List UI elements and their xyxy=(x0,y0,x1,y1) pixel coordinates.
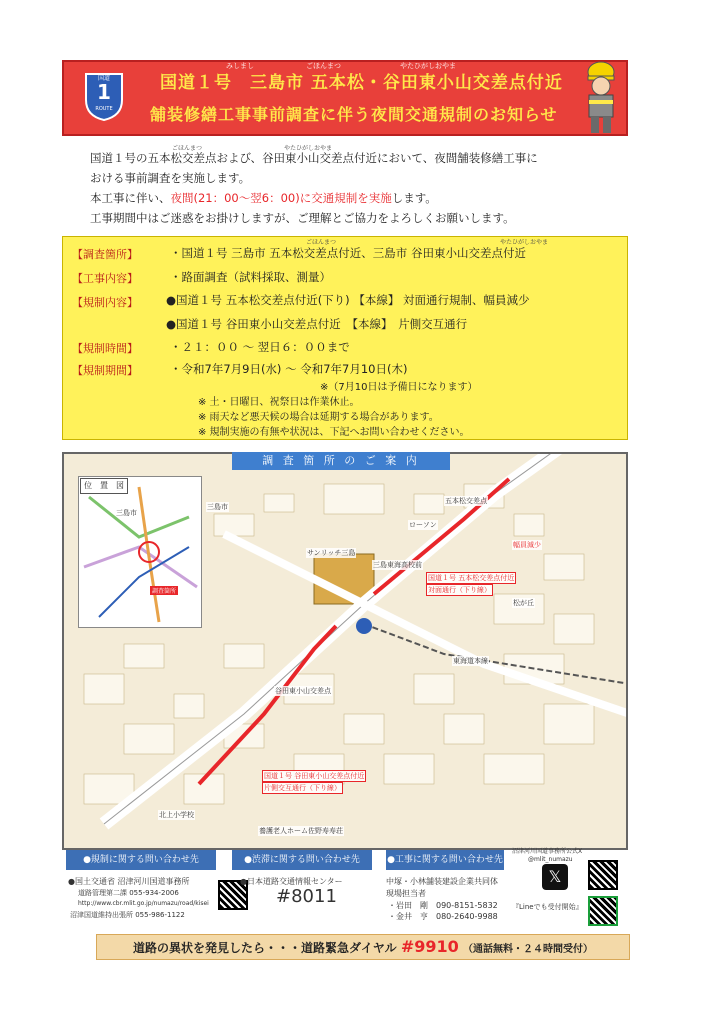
emergency-post: （通話無料・２４時間受付） xyxy=(462,944,593,955)
map-label-sunlitch: サンリッチ三島 xyxy=(307,549,356,557)
map-label-gohonmatsu: 五本松交差点 xyxy=(445,497,487,505)
contact-bar-regulation: ●規制に関する問い合わせ先 xyxy=(66,850,216,870)
map-heading: 調 査 箇 所 の ご 案 内 xyxy=(232,452,450,470)
intro-line1: 国道１号の五本松交差点および、谷田東小山交差点付近において、夜間舗装修繕工事に xyxy=(90,151,538,165)
emergency-dial[interactable]: #9910 xyxy=(400,937,459,956)
period-label: 【規制期間】 xyxy=(72,364,138,377)
route-bottom-label: ROUTE xyxy=(95,106,113,112)
intro-ruby-gohonmatsu: ごほんまつ xyxy=(172,145,203,152)
time-label: 【規制時間】 xyxy=(72,342,138,355)
contact3-person2: ・金井 亨 080-2640-9988 xyxy=(388,912,498,921)
title-line1: 国道１号 三島市 五本松・谷田東小山交差点付近 xyxy=(160,73,563,93)
reg-value2: ●国道１号 谷田東小山交差点付近 【本線】 片側交互通行 xyxy=(166,317,468,331)
time-value: ・２１：００ 〜 翌日６：００まで xyxy=(170,340,350,354)
route-top-label: 国道 xyxy=(97,75,110,82)
map-label-matsugaoka: 松が丘 xyxy=(513,599,534,607)
survey-label: 【調査箇所】 xyxy=(72,248,138,261)
map-label-higashi-school: 三島東海高校前 xyxy=(373,561,422,569)
title-line2: 舗装修繕工事事前調査に伴う夜間交通規制のお知らせ xyxy=(150,105,558,124)
intro-line4: 工事期間中はご迷惑をお掛けしますが、ご理解とご協力をよろしくお願いします。 xyxy=(90,211,515,225)
contact1-name: ●国土交通省 沼津河川国道事務所 xyxy=(68,877,190,886)
intro-line3-pre: 本工事に伴い、 xyxy=(90,191,171,205)
inset-city: 三島市 xyxy=(116,509,137,517)
work-value: ・路面調査（試料採取、測量） xyxy=(170,270,331,284)
intro-line3-post: します。 xyxy=(391,191,437,205)
contact2-name: ●日本道路交通情報センター xyxy=(240,877,343,886)
map-label-lawson: ローソン xyxy=(409,521,437,529)
map-label-koyama: 谷田東小山交差点 xyxy=(275,687,331,695)
ruby-mishima: みしまし xyxy=(226,62,254,70)
details-ruby-gohonmatsu: ごほんまつ xyxy=(306,239,337,246)
map-reg-label-1: 国道１号 五本松交差点付近 xyxy=(428,574,515,582)
x-account-handle[interactable]: @mlit_numazu xyxy=(528,856,573,863)
contact1-line2[interactable]: http://www.cbr.mlit.go.jp/numazu/road/kisei xyxy=(78,900,209,907)
contact1-line1: 道路管理第二課 055-934-2006 xyxy=(78,889,179,897)
contact3-sub: 現場担当者 xyxy=(386,889,426,898)
map-label-nursing: 養護老人ホーム佐野寿寿荘 xyxy=(259,827,343,835)
location-inset xyxy=(78,476,202,628)
map-reg-label-3: 幅員減少 xyxy=(513,541,541,549)
note1: ※ 土・日曜日、祝祭日は作業休止。 xyxy=(198,397,360,408)
qr-code-x[interactable] xyxy=(588,860,618,890)
map-reg-label-4: 国道１号 谷田東小山交差点付近 xyxy=(264,772,365,780)
map-reg-label-5: 片側交互通行（下り線） xyxy=(264,784,341,792)
map-label-tokai: 東海道本線 xyxy=(453,657,488,665)
survey-value: ・国道１号 三島市 五本松交差点付近、三島市 谷田東小山交差点付近 xyxy=(170,246,526,260)
x-account-name: 沼津河川国道事務所公式X xyxy=(512,848,583,855)
contact2-number: #8011 xyxy=(276,886,337,907)
emergency-pre: 道路の異状を発見したら・・・道路緊急ダイヤル xyxy=(133,941,397,955)
qr-code-line[interactable] xyxy=(588,896,618,926)
period-value: ・令和7年7月9日(水) 〜 令和7年7月10日(木) xyxy=(170,362,408,376)
map-reg-label-2: 対面通行（下り線） xyxy=(428,586,491,594)
reg-label: 【規制内容】 xyxy=(72,296,138,309)
ruby-yatahigashioyama: やたひがしおやま xyxy=(400,62,456,70)
ruby-gohonmatsu: ごほんまつ xyxy=(306,62,341,70)
intro-text xyxy=(90,148,610,228)
x-logo-icon[interactable]: 𝕏 xyxy=(542,864,568,890)
emergency-banner xyxy=(96,934,630,960)
reg-value1: ●国道１号 五本松交差点付近(下り) 【本線】 対面通行規制、幅員減少 xyxy=(166,293,530,307)
map-label-kitaue: 北上小学校 xyxy=(159,811,194,819)
route-number: 1 xyxy=(97,80,111,104)
line-label: 『Lineでも受付開始』 xyxy=(512,903,583,911)
contact-bar-traffic: ●渋滞に関する問い合わせ先 xyxy=(232,850,372,870)
intro-line3 xyxy=(90,188,610,208)
worker-mascot-icon xyxy=(580,58,622,136)
note3: ※ 規制実施の有無や状況は、下記へお問い合わせください。 xyxy=(198,427,470,438)
period-note: ※（7月10日は予備日になります） xyxy=(320,382,478,393)
inset-tag: 調査箇所 xyxy=(152,588,177,595)
inset-title: 位 置 図 xyxy=(80,478,128,494)
details-ruby-yata: やたひがしおやま xyxy=(500,239,549,246)
note2: ※ 雨天など悪天候の場合は延期する場合があります。 xyxy=(198,412,439,423)
intro-ruby-yata: やたひがしおやま xyxy=(284,145,333,152)
work-label: 【工事内容】 xyxy=(72,272,138,285)
intro-line2: おける事前調査を実施します。 xyxy=(90,171,251,185)
contact3-name: 中塚・小林舗装建設企業共同体 xyxy=(386,877,498,886)
contact-bar-construction: ●工事に関する問い合わせ先 xyxy=(386,850,504,870)
inset-map-drawing xyxy=(79,477,201,627)
contact1-line3: 沼津国道維持出張所 055-986-1122 xyxy=(70,911,185,919)
map-label-mishima: 三島市 xyxy=(207,503,228,511)
contact3-person1: ・岩田 剛 090-8151-5832 xyxy=(388,901,498,910)
intro-line3-red: 夜間(21：00〜翌6：00)に交通規制を実施 xyxy=(170,191,392,205)
